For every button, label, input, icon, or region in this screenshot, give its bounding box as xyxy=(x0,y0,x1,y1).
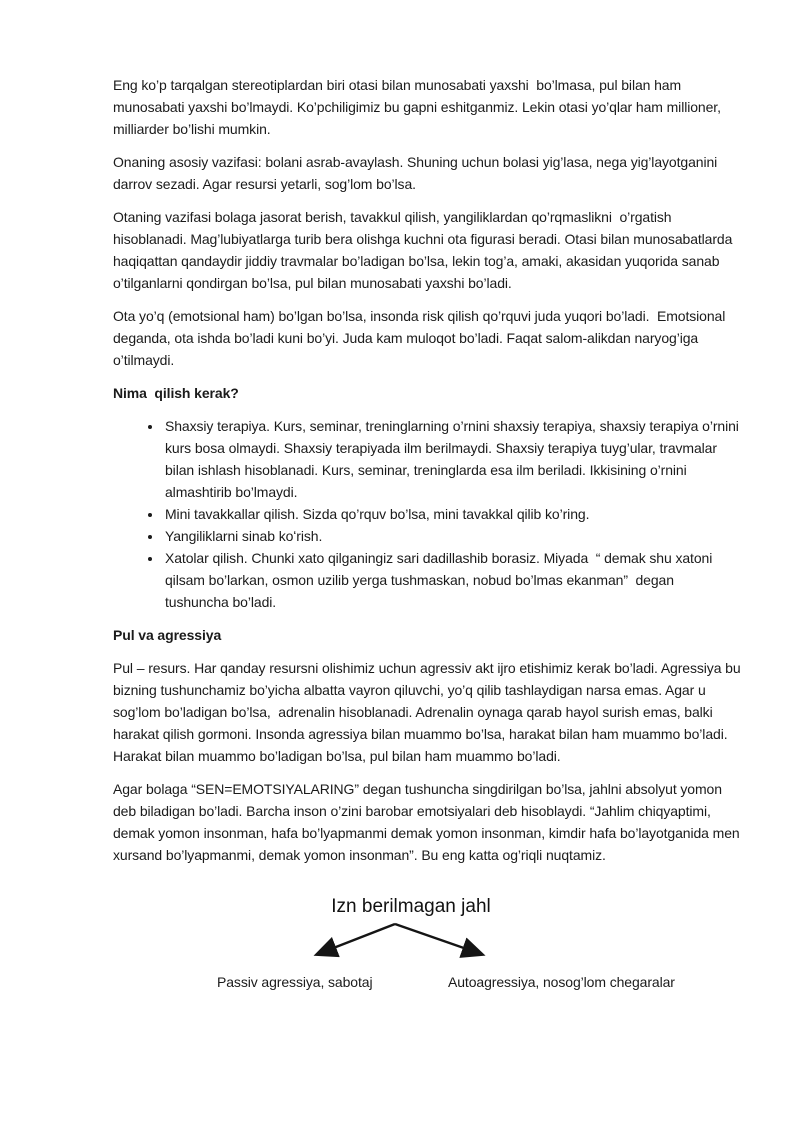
bullet-list xyxy=(113,415,741,613)
bullet-item-therapy: • Shaxsiy terapiya. Kurs, seminar, treninglarning o’rnini shaxsiy terapiya, shaxsiy terapiya o’rnini kurs bosa olmaydi. Shaxsiy terapiyada ilm berilmaydi. Shaxsiy terapiya tuyg’ular, travmalar bilan ishlash hisoblanadi. Kurs, seminar, treninglarda esa ilm beriladi. Ikkisining o’rnini almashtirib bo’lmaydi. xyxy=(163,415,741,503)
diagram-branch-right: Autoagressiya, nosog’lom chegaralar xyxy=(448,974,675,990)
paragraph-you-are-emotions: Agar bolaga “SEN=EMOTSIYALARING” degan tushuncha singdirilgan bo’lsa, jahlni absolyut yomon deb biladigan bo’ladi. Barcha inson o’zini barobar emotsiyalari deb hisoblaydi. “Jahlim chiqyaptimi, demak yomon insonman, hafa bo’lyapmanmi demak yomon insonman, kimdir hafa bo’layotganida men xursand bo’lyapmanmi, demak yomon insonman”. Bu eng katta og’riqli nuqtamiz. xyxy=(113,781,744,863)
bullet-item-try-new: • Yangiliklarni sinab koʻrish. xyxy=(163,525,741,547)
diagram-unauthorized-anger xyxy=(113,894,741,1002)
paragraph-stereotype: Eng ko’p tarqalgan stereotiplardan biri otasi bilan munosabati yaxshi bo’lmasa, pul bilan ham munosabati yaxshi bo’lmaydi. Ko’pchiligimiz bu gapni eshitganmiz. Lekin otasi yo’qlar ham millioner, milliarder bo’lishi mumkin. xyxy=(113,77,725,137)
paragraph-father-role: Otaning vazifasi bolaga jasorat berish, tavakkul qilish, yangiliklardan qo’rqmaslikni o’rgatish hisoblanadi. Mag’lubiyatlarga turib bera olishga kuchni ota figurasi beradi. Otasi bilan munosabatlarda haqiqattan qandaydir jiddiy travmalar bo’ladigan bo’lsa, lekin tog’a, amaki, akasidan yuqorida sanab o’tilganlarni qondirgan bo’lsa, pul bilan munosabati yaxshi bo’ladi. xyxy=(113,209,737,291)
section-heading-money-aggression: Pul va agressiya xyxy=(113,627,222,643)
bullet-item-make-mistakes: • Xatolar qilish. Chunki xato qilganingiz sari dadillashib borasiz. Miyada “ demak shu xatoni qilsam bo’larkan, osmon uzilib yerga tushmaskan, nobud bo’lmas ekanman” degan tushuncha bo’ladi. xyxy=(163,547,741,613)
paragraph-money-resource: Pul – resurs. Har qanday resursni olishimiz uchun agressiv akt ijro etishimiz kerak bo’ladi. Agressiya bu bizning tushunchamiz bo’yicha albatta vayron qiluvchi, yo’q qilib tashlaydigan narsa emas. Agar u sog’lom bo’ladigan bo’lsa, adrenalin hisoblanadi. Adrenalin oynaga qarab hayol surish emas, balki harakat qilish gormoni. Insonda agressiya bilan muammo bo’lsa, harakat bilan ham muammo bo’ladi. Harakat bilan muammo bo’ladigan bo’lsa, pul bilan ham muammo bo’ladi. xyxy=(113,660,745,764)
bullet-item-mini-risks: • Mini tavakkallar qilish. Sizda qo’rquv bo’lsa, mini tavakkal qilib ko’ring. xyxy=(163,503,741,525)
diagram-branch-left: Passiv agressiya, sabotaj xyxy=(217,974,373,990)
branch-arrows-icon xyxy=(113,920,741,964)
document-body xyxy=(113,74,745,1002)
diagram-title: Izn berilmagan jahl xyxy=(331,896,491,917)
section-heading-what-to-do: Nima qilish kerak? xyxy=(113,385,239,401)
paragraph-no-father: Ota yo’q (emotsional ham) bo’lgan bo’lsa, insonda risk qilish qo’rquvi juda yuqori bo’ladi. Emotsional deganda, ota ishda bo’ladi kuni bo’yi. Juda kam muloqot bo’ladi. Faqat salom-alikdan naryog’iga o’tilmaydi. xyxy=(113,308,730,368)
paragraph-mother-role: Onaning asosiy vazifasi: bolani asrab-avaylash. Shuning uchun bolasi yig’lasa, nega yig’layotganini darrov sezadi. Agar resursi yetarli, sog’lom bo’lsa. xyxy=(113,154,721,192)
